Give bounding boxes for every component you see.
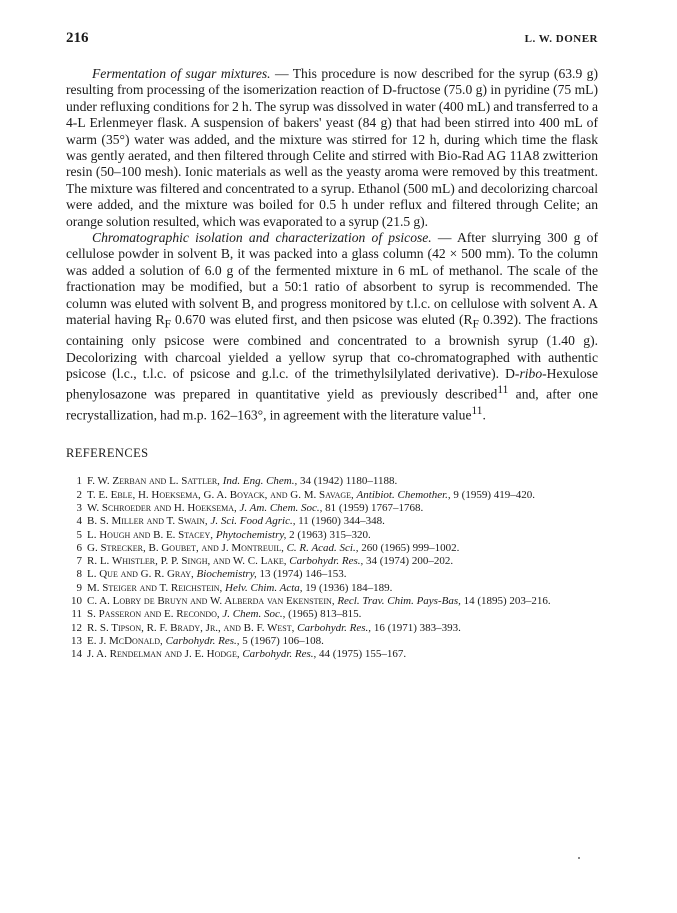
reference-number: 14 (71, 648, 82, 661)
reference-journal: Recl. Trav. Chim. Pays-Bas, (337, 594, 461, 607)
reference-item (66, 489, 598, 502)
reference-authors: R. S. Tipson, R. F. Brady, Jr., and B. F. West, (87, 621, 295, 634)
reference-details: 34 (1942) 1180–1188. (297, 475, 398, 488)
reference-text (87, 608, 598, 621)
section-runin-fermentation: Fermentation of sugar mixtures. (92, 66, 271, 81)
reference-text (87, 555, 598, 568)
reference-text (87, 529, 598, 542)
reference-details: 11 (1960) 344–348. (295, 515, 385, 528)
subscript-f: F (164, 318, 171, 331)
reference-authors: W. Schroeder and H. Hoeksema, (87, 501, 237, 514)
reference-number: 6 (76, 541, 82, 554)
reference-number: 12 (71, 621, 82, 634)
reference-details: 81 (1959) 1767–1768. (322, 501, 424, 514)
paragraph-text: — After slurrying 300 g of cellulose powder in solvent B, it was packed into a glass column (42 × 500 mm). To the column was added a solution of 6.0 g of the fermented mixture in 6 mL of methanol. The scale of the fractionation may be modified, but a 50:1 ratio of absorbent to syrup is recommended. The column was eluted with solvent B, and progress monitored by t.l.c. on cellulose with solvent A. A material having R (66, 230, 598, 328)
stray-mark (578, 857, 580, 859)
reference-text (87, 648, 598, 661)
reference-journal: J. Sci. Food Agric., (210, 515, 296, 528)
reference-number: 13 (71, 634, 82, 647)
reference-journal: Carbohydr. Res., (297, 621, 372, 634)
reference-text (87, 622, 598, 635)
reference-item (66, 622, 598, 635)
reference-item (66, 542, 598, 555)
section-runin-chromatography: Chromatographic isolation and characterization of psicose. (92, 230, 432, 246)
reference-journal: J. Am. Chem. Soc., (239, 501, 323, 514)
reference-item (66, 582, 598, 595)
reference-item (66, 502, 598, 515)
reference-text (87, 489, 598, 502)
reference-number: 3 (76, 501, 82, 514)
reference-details: 9 (1959) 419–420. (450, 488, 535, 501)
reference-text (87, 542, 598, 555)
ribo-italic: ribo (519, 366, 543, 382)
paragraph-text: 0.392). The fractions containing only psicose were combined and concentrated to a brownish syrup (1.40 g). Decolorizing with charcoal yielded a yellow syrup that co-chromatographed with authentic psicose (l.c., t.l.c. of psicose and g.l.c. of the trimethylsilylated derivative). (66, 312, 598, 382)
reference-item (66, 635, 598, 648)
reference-number: 2 (76, 488, 82, 501)
reference-authors: B. S. Miller and T. Swain, (87, 515, 208, 528)
reference-text (87, 635, 598, 648)
paragraph-text: 0.670 was eluted first, and then psicose was eluted (R (170, 312, 473, 328)
reference-details: 44 (1975) 155–167. (316, 648, 407, 661)
reference-text (87, 475, 598, 488)
citation-superscript: 11 (497, 384, 509, 397)
paragraph-chromatography (66, 230, 598, 424)
reference-details: 34 (1974) 200–202. (363, 555, 454, 568)
reference-details: 5 (1967) 106–108. (239, 634, 324, 647)
reference-number: 9 (76, 581, 82, 594)
reference-text (87, 502, 598, 515)
reference-number: 10 (71, 594, 82, 607)
reference-authors: C. A. Lobry de Bruyn and W. Alberda van Ekenstein, (87, 594, 335, 607)
reference-item (66, 529, 598, 542)
reference-item (66, 608, 598, 621)
reference-details: 16 (1971) 383–393. (371, 621, 461, 634)
reference-text (87, 595, 598, 608)
reference-authors: L. Que and G. R. Gray, (87, 568, 194, 581)
reference-journal: Carbohydr. Res., (289, 555, 364, 568)
reference-details: 14 (1895) 203–216. (460, 594, 551, 607)
reference-authors: E. J. McDonald, (87, 634, 163, 647)
reference-details: (1965) 813–815. (285, 608, 362, 621)
reference-journal: Carbohydr. Res., (242, 648, 317, 661)
reference-item (66, 595, 598, 608)
reference-details: 260 (1965) 999–1002. (358, 541, 460, 554)
reference-authors: M. Steiger and T. Reichstein, (87, 581, 223, 594)
reference-details: 2 (1963) 315–320. (286, 528, 371, 541)
reference-journal: Helv. Chim. Acta, (225, 581, 303, 594)
reference-item (66, 515, 598, 528)
reference-authors: G. Strecker, B. Goubet, and J. Montreuil, (87, 541, 284, 554)
subscript-f: F (472, 318, 479, 331)
reference-text (87, 582, 598, 595)
paragraph-text: — This procedure is now described for the syrup (63.9 g) resulting from processing of the isomerization reaction of D-fructose (75.0 g) in pyridine (75 mL) under refluxing conditions for 2 h. The syrup was dissolved in water (400 mL) and transferred to a 4-L Erlenmeyer flask. A suspension of bakers' yeast (84 g) that had been stirred into 400 mL of warm (35°) water was added, and the mixture was stirred for 12 h, during which time the flask was gently aerated, and then filtered through Celite and stirred with Bio-Rad AG 11A8 zwitterion resin (50–100 mesh). Ionic materials as well as the yeasty aroma were removed by this treatment. The mixture was filtered and concentrated to a syrup. Ethanol (500 mL) and decolorizing charcoal were added, and the mixture was boiled for 0.5 h under reflux and filtered through Celite; an orange solution resulted, which was evaporated to a syrup (21.5 g). (66, 66, 599, 229)
reference-authors: F. W. Zerban and L. Sattler, (87, 475, 220, 488)
paragraph-text: . (482, 407, 486, 423)
page-number: 216 (66, 30, 89, 46)
reference-journal: Biochemistry, (196, 568, 257, 581)
paragraph-text: and, after one recrystallization, had m.p. 162–163°, in agreement with the literature value (66, 386, 598, 423)
reference-number: 1 (76, 475, 82, 488)
reference-number: 8 (76, 568, 82, 581)
reference-number: 7 (76, 555, 82, 568)
reference-text (87, 568, 598, 581)
reference-journal: Antibiot. Chemother., (356, 488, 451, 501)
reference-number: 4 (76, 515, 82, 528)
reference-item (66, 568, 598, 581)
reference-journal: Ind. Eng. Chem., (222, 475, 298, 488)
reference-journal: Carbohydr. Res., (165, 634, 240, 647)
body-text (66, 66, 598, 424)
document-page (66, 30, 598, 661)
reference-details: 19 (1936) 184–189. (302, 581, 393, 594)
running-head (66, 30, 598, 52)
references-heading: REFERENCES (66, 446, 149, 461)
paragraph-text: -Hexulose phenylosazone was prepared in quantitative yield as previously described (66, 366, 598, 402)
reference-journal: C. R. Acad. Sci., (286, 541, 359, 554)
reference-journal: Phytochemistry, (215, 528, 287, 541)
reference-journal: J. Chem. Soc., (222, 608, 286, 621)
reference-details: 13 (1974) 146–153. (256, 568, 347, 581)
reference-item (66, 475, 598, 488)
reference-authors: L. Hough and B. E. Stacey, (87, 528, 214, 541)
running-author: L. W. DONER (524, 33, 598, 45)
reference-authors: J. A. Rendelman and J. E. Hodge, (87, 648, 240, 661)
reference-item (66, 648, 598, 661)
reference-item (66, 555, 598, 568)
reference-text (87, 515, 598, 528)
reference-number: 5 (76, 528, 82, 541)
reference-number: 11 (71, 608, 82, 621)
configuration-prefix: D- (505, 366, 520, 382)
reference-authors: R. L. Whistler, P. P. Singh, and W. C. Lake, (87, 555, 287, 568)
reference-authors: T. E. Eble, H. Hoeksema, G. A. Boyack, and G. M. Savage, (87, 488, 354, 501)
citation-superscript: 11 (471, 405, 483, 418)
reference-authors: S. Passeron and E. Recondo, (87, 608, 220, 621)
reference-list (66, 475, 598, 661)
paragraph-fermentation (66, 66, 598, 230)
